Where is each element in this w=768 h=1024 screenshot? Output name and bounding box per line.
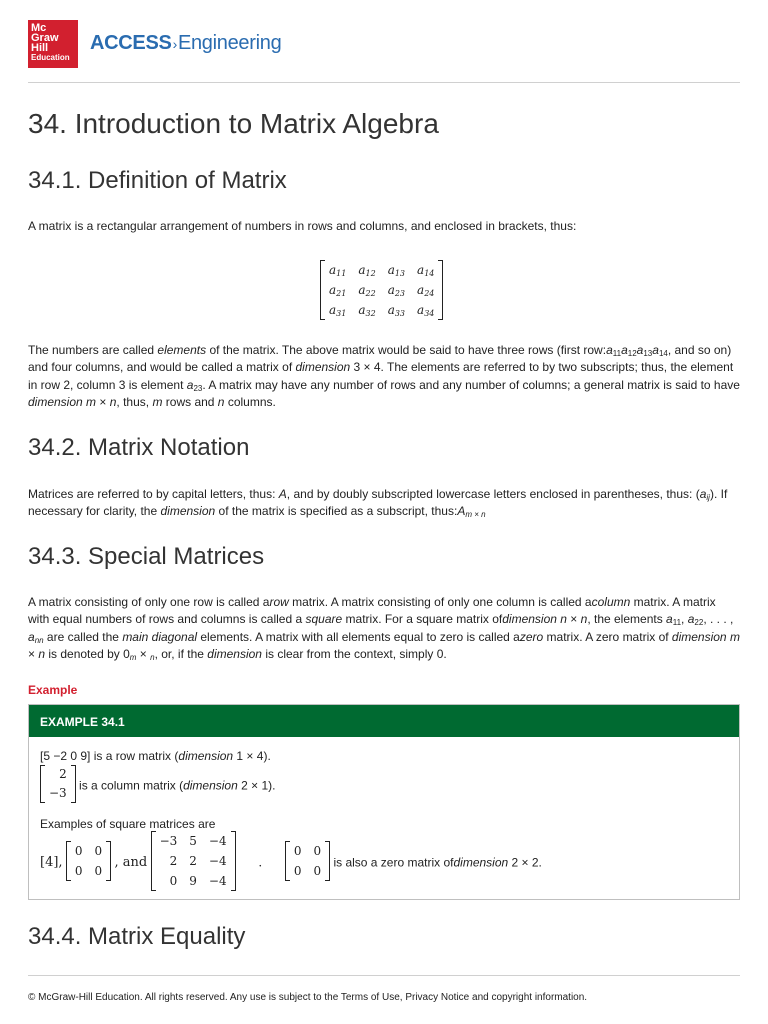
- mcgraw-hill-logo[interactable]: Mc Graw Hill Education: [28, 20, 78, 68]
- zero-matrix-2x2: 0 0 0 0: [66, 841, 111, 884]
- special-matrices-paragraph: A matrix consisting of only one row is called arow matrix. A matrix consisting of only one column is called acolumn matrix. A matrix with equal numbers of rows and columns is called a square matrix. For a square matrix ofdimension n × n, the elements $a_{11}$, $a_{22}$, . . . , $a_{nn}$ are called the main diagonal elements. A matrix with all elements equal to zero is called azero matrix. A zero matrix of dimension m × n is denoted by $0_m \times _n$, or, if the dimension is clear from the context, simply 0.: [28, 595, 740, 662]
- access-engineering-logo[interactable]: ACCESS›Engineering: [90, 32, 282, 54]
- matrix-cell: $a_{32}$: [358, 303, 376, 318]
- matrix-cell: $a_{13}$: [387, 263, 406, 278]
- matrix-cell: $a_{11}$: [329, 263, 347, 278]
- matrix-cell: $a_{23}$: [387, 283, 406, 298]
- example-heading: EXAMPLE 34.1: [29, 705, 739, 737]
- section-heading-definition: 34.1. Definition of Matrix: [28, 167, 287, 194]
- section-heading-equality: 34.4. Matrix Equality: [28, 923, 246, 950]
- matrix-cell: $a_{22}$: [358, 283, 376, 298]
- section-heading-special: 34.3. Special Matrices: [28, 543, 265, 570]
- matrix-cell: $a_{34}$: [417, 303, 435, 318]
- matrix-cell: $a_{33}$: [387, 303, 406, 318]
- elements-paragraph: The numbers are called elements of the matrix. The above matrix would be said to have three rows (first $row:a_{11}a_{12}a_{13}a_{14}$, and so on) and four columns, and would be called a matrix of dimension 3 × 4. The elements are referred to by two subscripts; thus, the element in row 2, column 3 is element $a_{23}$. A matrix may have any number of rows and any number of columns; a general matrix is said to have dimension m × n, thus, m rows and n columns.: [28, 343, 740, 409]
- column-matrix-line: 2 −3 is a column matrix (dimension 2 × 1).: [40, 765, 275, 806]
- notation-paragraph: Matrices are referred to by capital letters, thus: A, and by doubly subscripted lowercase letters enclosed in parentheses, thus: $(a_{ij})$. If necessary for clarity, the dimension of the matrix is specified as a subscript, $thus:A_{m \times n}$: [28, 487, 728, 520]
- matrix-cell: $a_{24}$: [417, 283, 435, 298]
- matrix-cell: $a_{21}$: [329, 283, 347, 298]
- header: [28, 20, 740, 68]
- square-matrices-line: [4], 0 0 0 0 , and −3 5 −4 2 2 −4 0 9 −4 . 0 0 0 0 is also a zero matrix ofdimension 2 × 2.: [40, 831, 542, 894]
- example-box: [28, 704, 740, 900]
- square-examples-line: Examples of square matrices are: [40, 817, 216, 831]
- copyright-footer: © McGraw-Hill Education. All rights reserved. Any use is subject to the Terms of Use, Privacy Notice and copyright information.: [28, 992, 588, 1003]
- page-title: 34. Introduction to Matrix Algebra: [28, 108, 439, 139]
- header-divider: [28, 82, 740, 83]
- column-matrix: 2 −3: [40, 765, 76, 806]
- matrix-general-3x4: [320, 260, 443, 323]
- matrix-cell: $a_{12}$: [358, 263, 376, 278]
- example-label: Example: [28, 683, 78, 697]
- square-matrix-3x3: −3 5 −4 2 2 −4 0 9 −4: [151, 831, 236, 894]
- matrix-cell: $a_{31}$: [329, 303, 347, 318]
- section-heading-notation: 34.2. Matrix Notation: [28, 434, 250, 461]
- matrix-cell: $a_{14}$: [417, 263, 435, 278]
- zero-matrix-2x2-second: 0 0 0 0: [285, 841, 330, 884]
- definition-paragraph: A matrix is a rectangular arrangement of numbers in rows and columns, and enclosed in brackets, thus:: [28, 219, 577, 233]
- row-matrix-line: [5 −2 0 9] is a row matrix (dimension 1 × 4).: [40, 749, 271, 763]
- footer-divider: [28, 975, 740, 976]
